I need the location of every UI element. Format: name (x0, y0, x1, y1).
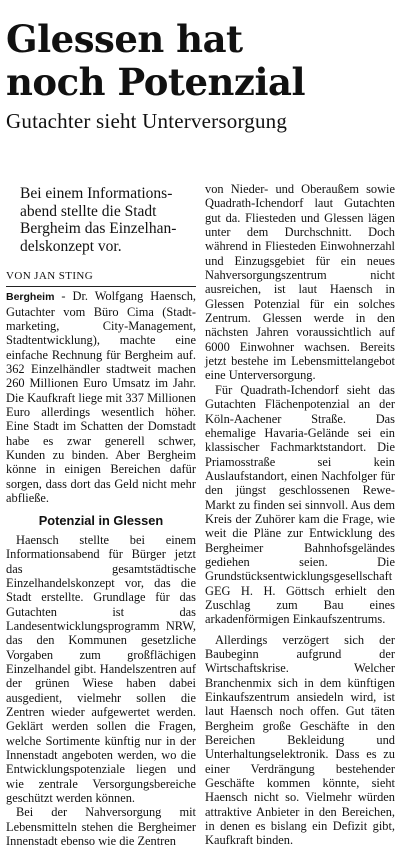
paragraph: von Nieder- und Oberaußem sowie Quadrath-Ichendorf laut Gutachten gut da. Fliesteden und Glessen lägen unter dem Durchschnitt. Doch während in Fliesteden Einwohnerzahl und Einzugsgebiet für ein neues Nahversorgungszentrum nicht ausreichen, ist laut Haensch in Glessen Potenzial für ein solches Zentrum. Glessen werde in den nächsten Jahren voraussichtlich auf 6000 Einwohner wachsen. Bereits jetzt bestehe im Lebensmittelangebot eine Unterversorgung. (205, 182, 395, 383)
headline (6, 18, 398, 104)
paragraph: Für Quadrath-Ichendorf sieht das Gutachten Flächenpotenzial an der Köln-Aachener Straße. Das ehemalige Havaria-Gelände sei ein klassischer Fachmarktstandort. Die Priamosstraße sei kein Auslaufstandort, einen Nachfolger für den jüngst geschlossenen Rewe-Markt zu finden sei sinnvoll. Aus dem Kreis der Zuhörer kam die Frage, wie weit die Pläne zur Entwicklung des Bergheimer Bahnhofsgeländes gediehen seien. Die Grundstücksentwicklungsgesellschaft GEG H. H. Göttsch erhielt den Zuschlag zum Bau eines arkadenförmigen Einkaufszentrums. (205, 382, 395, 627)
news-article (6, 0, 398, 848)
dateline: Bergheim (6, 291, 55, 304)
paragraph (6, 289, 196, 505)
paragraph-text: - Dr. Wolfgang Haensch, Gutachter vom Büro Cima (Stadt-marketing, City-Management, Stadtentwicklung), machte eine einfache Rechnung für Bergheim auf. 362 Einzelhändler stadtweit machen 260 Millionen Euro Umsatz im Jahr. Die Kaufkraft liege mit 337 Millionen Euro allerdings wesentlich höher. Eine Stadt im Schatten der Domstadt habe es zwar generell schwer, Kunden zu binden. Aber Bergheim könne in einigen Bereichen dafür sorgen, dass dort das Geld nicht mehr abfließe. (6, 289, 196, 506)
crosshead: Potenzial in Glessen (38, 512, 164, 528)
headline-line-1: Glessen hat (6, 17, 243, 61)
column-right (205, 182, 395, 848)
byline-rule (6, 286, 196, 287)
paragraph: Allerdings verzögert sich der Baubeginn aufgrund der Wirtschaftskrise. Welcher Branchenmix sich in dem künftigen Einkaufszentrum ansiedeln wird, ist laut Haensch noch offen. Gut täten Bergheim große Geschäfte in den Bereichen Bekleidung und Unterhaltungselektronik. Dass es zu einer Verdrängung bestehender Geschäfte kommen könnte, sieht Haensch nicht so. Vielmehr würden attraktive Anbieter in den Bereichen, in denen es bislang ein Defizit gibt, Kaufkraft binden. (205, 632, 395, 848)
column-left (6, 182, 196, 848)
headline-line-2: noch Potenzial (6, 60, 306, 104)
lead-paragraph: Bei einem Informations-abend stellte die Stadt Bergheim das Einzelhan-delskonzept vor. (20, 185, 177, 255)
byline: VON JAN STING (6, 270, 94, 282)
subheadline: Gutachter sieht Unterversorgung (6, 109, 288, 133)
paragraph: Haensch stellte bei einem Informationsabend für Bürger jetzt das gesamtstädtische Einzelhandelskonzept vor, das die Stadt erstellte. Grundlage für das Gutachten ist das Landesentwicklungsprogramm NRW, das den Kommunen gesetzliche Vorgaben zum großflächigen Einzelhandel gibt. Handelszentren auf der grünen Wiese haben dabei ausgedient, vielmehr sollen die Zentren wieder aufgewertet werden. Geklärt werden sollen die Fragen, welche Sortimente künftig nur in der Innenstadt angeboten werden, wo die Entwicklungspotenziale liegen und wie zentrale Versorgungsbereiche geschützt werden können. (6, 532, 196, 806)
paragraph: Bei der Nahversorgung mit Lebensmitteln stehen die Bergheimer Innenstadt ebenso wie die Zentren (6, 805, 196, 848)
